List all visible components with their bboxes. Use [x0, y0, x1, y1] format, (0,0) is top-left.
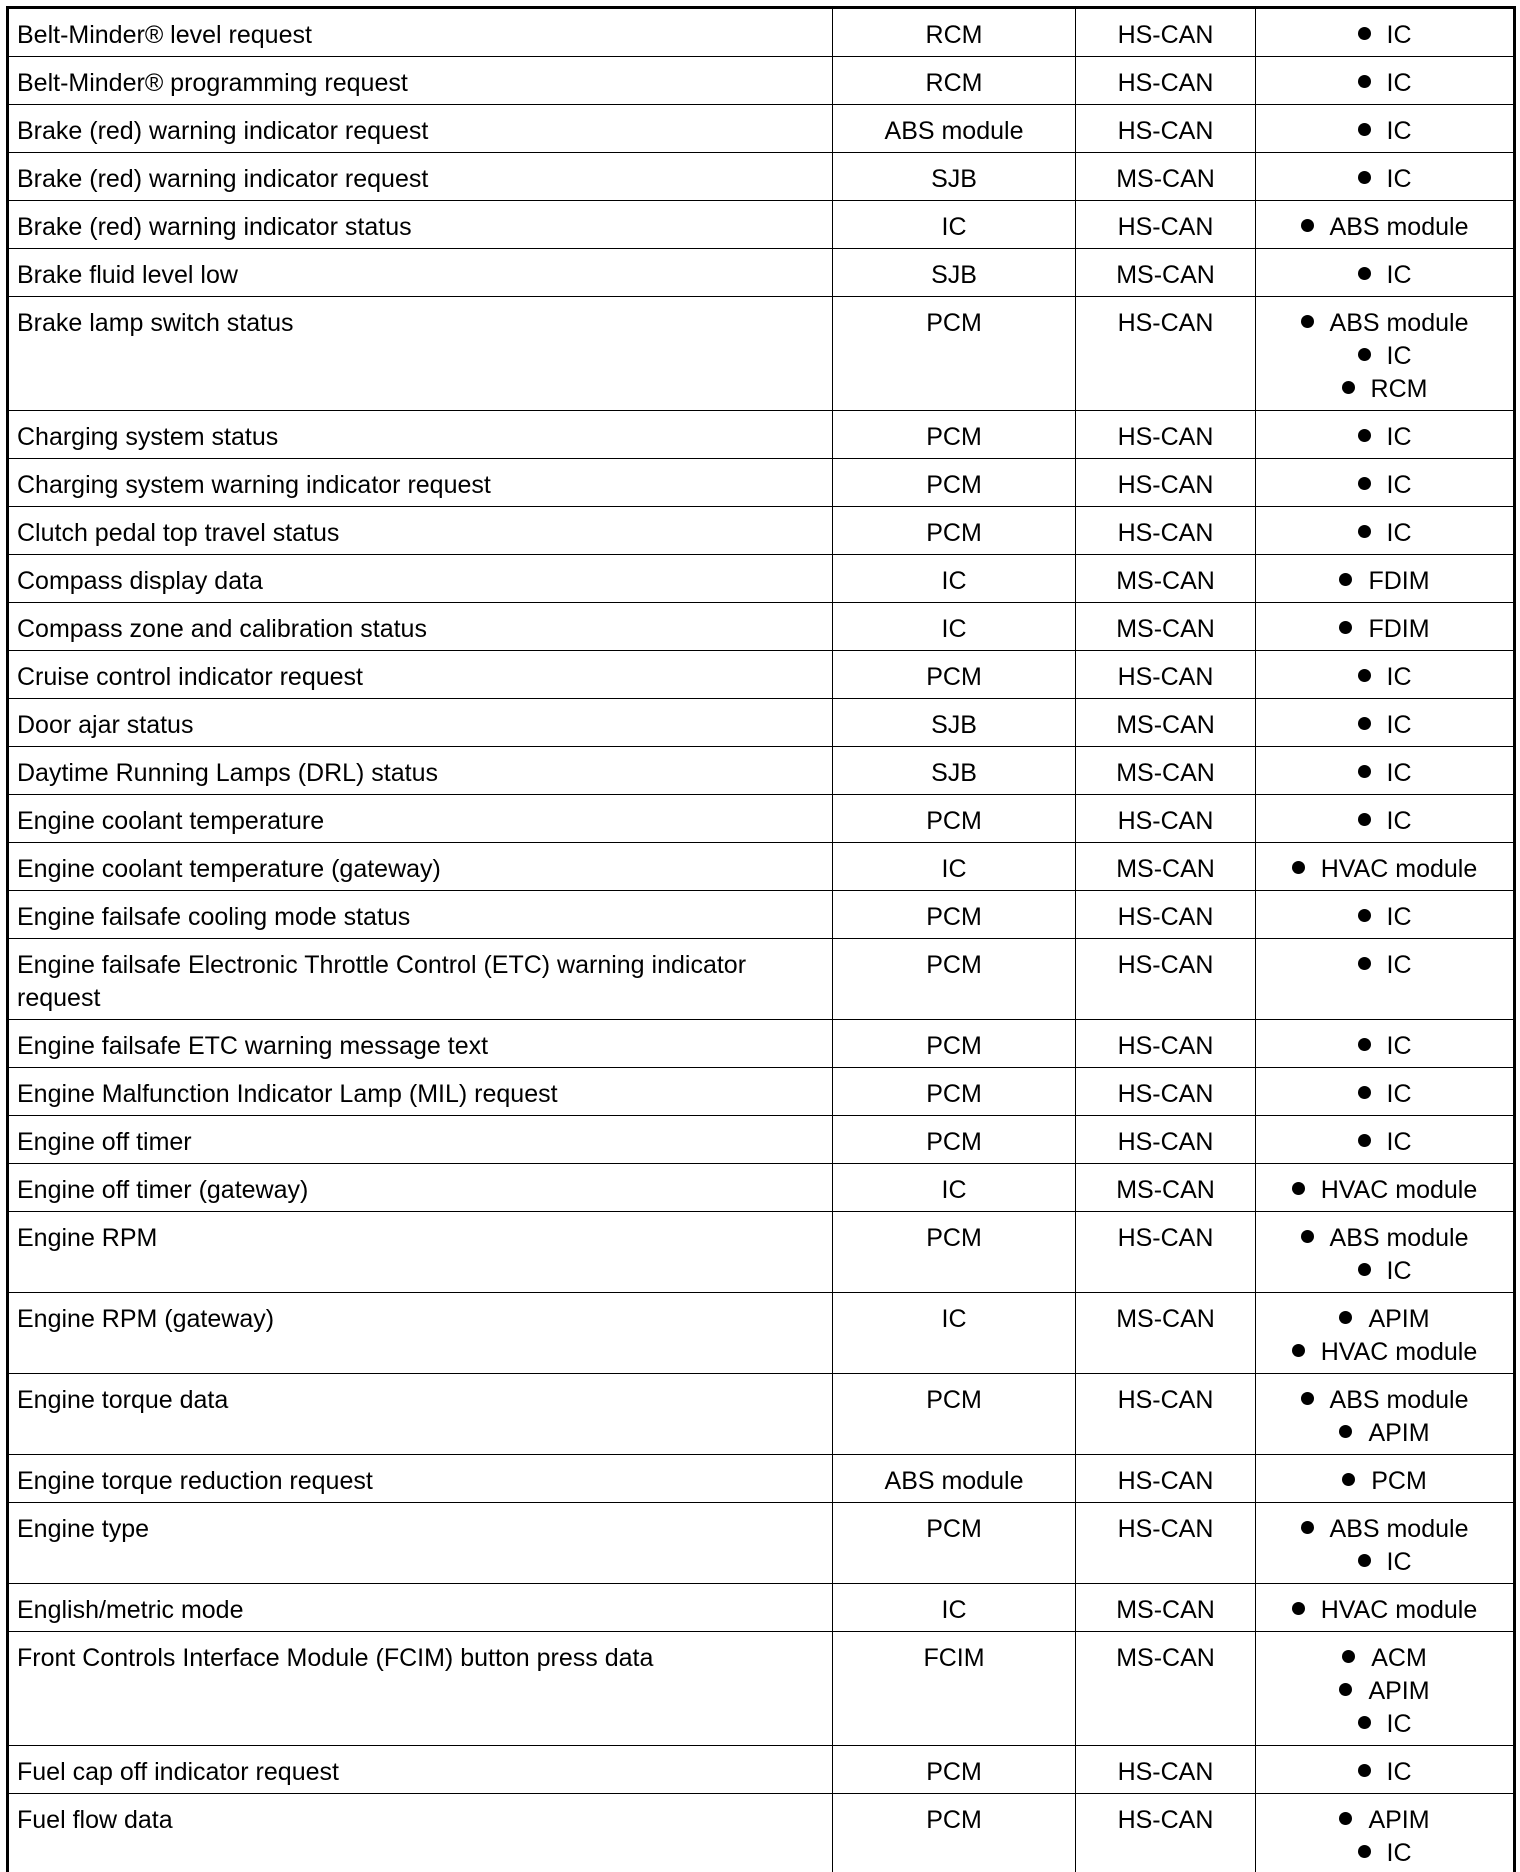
bullet-icon	[1339, 573, 1352, 586]
receiving-modules-cell	[1256, 1212, 1515, 1293]
transmitting-module-cell: RCM	[833, 57, 1076, 105]
message-cell: Charging system warning indicator request	[8, 459, 833, 507]
receiver-label: IC	[1386, 519, 1412, 547]
bullet-icon	[1358, 1845, 1371, 1858]
transmitting-module-cell: IC	[833, 1164, 1076, 1212]
receiver-item	[1264, 1255, 1505, 1288]
receiving-modules-cell	[1256, 1584, 1515, 1632]
receiver-label: IC	[1386, 1548, 1412, 1576]
table-row	[8, 891, 1515, 939]
network-cell: HS-CAN	[1076, 1020, 1256, 1068]
receiver-item	[1264, 853, 1505, 886]
receiver-label: FDIM	[1368, 615, 1430, 643]
table-row	[8, 1068, 1515, 1116]
network-cell: HS-CAN	[1076, 1746, 1256, 1794]
receiving-modules-cell	[1256, 1293, 1515, 1374]
receiver-label: IC	[1386, 165, 1412, 193]
transmitting-module-cell: RCM	[833, 8, 1076, 57]
receiver-label: APIM	[1368, 1806, 1430, 1834]
bullet-icon	[1339, 1425, 1352, 1438]
receiver-label: IC	[1386, 1128, 1412, 1156]
receiver-label: IC	[1386, 1080, 1412, 1108]
table-row	[8, 555, 1515, 603]
receiver-label: IC	[1386, 21, 1412, 49]
receiver-item	[1264, 163, 1505, 196]
bullet-icon	[1358, 267, 1371, 280]
bullet-icon	[1358, 1086, 1371, 1099]
network-cell: MS-CAN	[1076, 1164, 1256, 1212]
receiver-item	[1264, 613, 1505, 646]
receiving-modules-cell	[1256, 891, 1515, 939]
table-row	[8, 105, 1515, 153]
transmitting-module-cell: PCM	[833, 1212, 1076, 1293]
receiving-modules-cell	[1256, 1374, 1515, 1455]
receiver-label: IC	[1386, 117, 1412, 145]
network-cell: HS-CAN	[1076, 1374, 1256, 1455]
bullet-icon	[1358, 909, 1371, 922]
receiver-item	[1264, 1546, 1505, 1579]
bullet-icon	[1342, 381, 1355, 394]
receiver-item	[1264, 1465, 1505, 1498]
transmitting-module-cell: FCIM	[833, 1632, 1076, 1746]
table-row	[8, 1020, 1515, 1068]
receiver-label: HVAC module	[1320, 1596, 1478, 1624]
receiver-item	[1264, 1222, 1505, 1255]
message-cell: Brake fluid level low	[8, 249, 833, 297]
receiver-label: RCM	[1370, 375, 1428, 403]
transmitting-module-cell: IC	[833, 555, 1076, 603]
message-cell: Engine torque data	[8, 1374, 833, 1455]
bullet-icon	[1339, 1812, 1352, 1825]
receiving-modules-cell	[1256, 8, 1515, 57]
receiving-modules-cell	[1256, 747, 1515, 795]
bullet-icon	[1358, 75, 1371, 88]
message-cell: Engine RPM	[8, 1212, 833, 1293]
receiving-modules-cell	[1256, 1164, 1515, 1212]
transmitting-module-cell: PCM	[833, 795, 1076, 843]
receiver-label: HVAC module	[1320, 1176, 1478, 1204]
network-cell: MS-CAN	[1076, 747, 1256, 795]
bullet-icon	[1358, 957, 1371, 970]
receiver-item	[1264, 757, 1505, 790]
receiving-modules-cell	[1256, 411, 1515, 459]
message-cell: Fuel cap off indicator request	[8, 1746, 833, 1794]
message-cell: Front Controls Interface Module (FCIM) button press data	[8, 1632, 833, 1746]
receiver-label: HVAC module	[1320, 855, 1478, 883]
receiver-item	[1264, 1642, 1505, 1675]
bullet-icon	[1339, 1311, 1352, 1324]
transmitting-module-cell: ABS module	[833, 105, 1076, 153]
transmitting-module-cell: PCM	[833, 507, 1076, 555]
receiving-modules-cell	[1256, 555, 1515, 603]
bullet-icon	[1301, 1392, 1314, 1405]
network-cell: MS-CAN	[1076, 1632, 1256, 1746]
bullet-icon	[1292, 1344, 1305, 1357]
table-row	[8, 747, 1515, 795]
receiving-modules-cell	[1256, 1116, 1515, 1164]
bullet-icon	[1358, 525, 1371, 538]
bullet-icon	[1358, 348, 1371, 361]
receiver-label: IC	[1386, 903, 1412, 931]
transmitting-module-cell: PCM	[833, 1503, 1076, 1584]
bullet-icon	[1358, 27, 1371, 40]
message-cell: Brake (red) warning indicator request	[8, 105, 833, 153]
transmitting-module-cell: PCM	[833, 411, 1076, 459]
receiver-label: IC	[1386, 759, 1412, 787]
table-row	[8, 1374, 1515, 1455]
receiver-label: ABS module	[1329, 309, 1469, 337]
receiver-label: IC	[1386, 423, 1412, 451]
receiver-item	[1264, 259, 1505, 292]
receiver-label: HVAC module	[1320, 1338, 1478, 1366]
receiver-item	[1264, 469, 1505, 502]
receiver-label: ABS module	[1329, 213, 1469, 241]
table-row	[8, 1212, 1515, 1293]
message-cell: Engine Malfunction Indicator Lamp (MIL) request	[8, 1068, 833, 1116]
receiver-item	[1264, 709, 1505, 742]
network-cell: HS-CAN	[1076, 411, 1256, 459]
bullet-icon	[1358, 813, 1371, 826]
table-row	[8, 603, 1515, 651]
bullet-icon	[1342, 1473, 1355, 1486]
message-cell: Compass zone and calibration status	[8, 603, 833, 651]
message-cell: Belt-Minder® level request	[8, 8, 833, 57]
bullet-icon	[1339, 621, 1352, 634]
receiving-modules-cell	[1256, 795, 1515, 843]
network-cell: HS-CAN	[1076, 8, 1256, 57]
bullet-icon	[1358, 1716, 1371, 1729]
receiver-label: IC	[1386, 69, 1412, 97]
network-cell: HS-CAN	[1076, 459, 1256, 507]
network-cell: HS-CAN	[1076, 1455, 1256, 1503]
receiving-modules-cell	[1256, 1503, 1515, 1584]
bullet-icon	[1292, 861, 1305, 874]
receiver-item	[1264, 901, 1505, 934]
receiving-modules-cell	[1256, 507, 1515, 555]
receiver-label: ABS module	[1329, 1515, 1469, 1543]
receiver-item	[1264, 307, 1505, 340]
network-cell: MS-CAN	[1076, 1584, 1256, 1632]
receiver-item	[1264, 1030, 1505, 1063]
receiving-modules-cell	[1256, 459, 1515, 507]
network-cell: HS-CAN	[1076, 297, 1256, 411]
bullet-icon	[1358, 429, 1371, 442]
message-cell: Engine coolant temperature (gateway)	[8, 843, 833, 891]
transmitting-module-cell: IC	[833, 201, 1076, 249]
receiver-label: ACM	[1371, 1644, 1427, 1672]
table-row	[8, 1503, 1515, 1584]
message-cell: Charging system status	[8, 411, 833, 459]
receiver-item	[1264, 661, 1505, 694]
transmitting-module-cell: PCM	[833, 297, 1076, 411]
receiver-item	[1264, 1126, 1505, 1159]
transmitting-module-cell: PCM	[833, 651, 1076, 699]
receiving-modules-cell	[1256, 201, 1515, 249]
message-cell: Engine failsafe ETC warning message text	[8, 1020, 833, 1068]
bullet-icon	[1292, 1602, 1305, 1615]
receiver-item	[1264, 115, 1505, 148]
bullet-icon	[1358, 1764, 1371, 1777]
network-cell: HS-CAN	[1076, 651, 1256, 699]
network-cell: MS-CAN	[1076, 603, 1256, 651]
receiver-label: IC	[1386, 807, 1412, 835]
bullet-icon	[1301, 1230, 1314, 1243]
receiver-label: IC	[1386, 1257, 1412, 1285]
receiver-label: PCM	[1371, 1467, 1427, 1495]
network-cell: MS-CAN	[1076, 699, 1256, 747]
transmitting-module-cell: SJB	[833, 153, 1076, 201]
receiving-modules-cell	[1256, 249, 1515, 297]
receiver-item	[1264, 949, 1505, 982]
receiving-modules-cell	[1256, 651, 1515, 699]
bullet-icon	[1358, 669, 1371, 682]
message-cell: Belt-Minder® programming request	[8, 57, 833, 105]
message-cell: Brake (red) warning indicator status	[8, 201, 833, 249]
receiver-label: APIM	[1368, 1419, 1430, 1447]
table-row	[8, 651, 1515, 699]
table-row	[8, 843, 1515, 891]
network-cell: HS-CAN	[1076, 1794, 1256, 1872]
network-message-table	[6, 6, 1516, 1872]
receiver-label: APIM	[1368, 1677, 1430, 1705]
receiving-modules-cell	[1256, 1794, 1515, 1872]
message-cell: Brake lamp switch status	[8, 297, 833, 411]
receiving-modules-cell	[1256, 1632, 1515, 1746]
network-cell: HS-CAN	[1076, 57, 1256, 105]
bullet-icon	[1358, 171, 1371, 184]
network-cell: MS-CAN	[1076, 153, 1256, 201]
message-cell: Engine type	[8, 1503, 833, 1584]
message-cell: Engine RPM (gateway)	[8, 1293, 833, 1374]
message-cell: Door ajar status	[8, 699, 833, 747]
network-cell: MS-CAN	[1076, 843, 1256, 891]
message-cell: Engine failsafe Electronic Throttle Control (ETC) warning indicator request	[8, 939, 833, 1020]
receiver-label: IC	[1386, 1839, 1412, 1867]
network-cell: HS-CAN	[1076, 1212, 1256, 1293]
message-cell: Clutch pedal top travel status	[8, 507, 833, 555]
receiving-modules-cell	[1256, 1455, 1515, 1503]
receiver-item	[1264, 373, 1505, 406]
receiver-item	[1264, 517, 1505, 550]
message-cell: Engine failsafe cooling mode status	[8, 891, 833, 939]
network-cell: HS-CAN	[1076, 891, 1256, 939]
message-cell: Compass display data	[8, 555, 833, 603]
network-cell: HS-CAN	[1076, 1116, 1256, 1164]
bullet-icon	[1301, 1521, 1314, 1534]
receiver-label: IC	[1386, 261, 1412, 289]
network-cell: HS-CAN	[1076, 201, 1256, 249]
receiver-label: IC	[1386, 711, 1412, 739]
receiving-modules-cell	[1256, 699, 1515, 747]
table-row	[8, 201, 1515, 249]
table-row	[8, 8, 1515, 57]
bullet-icon	[1358, 717, 1371, 730]
transmitting-module-cell: IC	[833, 843, 1076, 891]
transmitting-module-cell: IC	[833, 1293, 1076, 1374]
bullet-icon	[1358, 1263, 1371, 1276]
table-row	[8, 795, 1515, 843]
bullet-icon	[1358, 1554, 1371, 1567]
network-cell: MS-CAN	[1076, 1293, 1256, 1374]
network-cell: HS-CAN	[1076, 795, 1256, 843]
table-row	[8, 1116, 1515, 1164]
table-body	[8, 8, 1515, 1872]
receiver-item	[1264, 211, 1505, 244]
receiver-item	[1264, 67, 1505, 100]
receiving-modules-cell	[1256, 843, 1515, 891]
network-cell: HS-CAN	[1076, 1503, 1256, 1584]
transmitting-module-cell: SJB	[833, 249, 1076, 297]
receiver-item	[1264, 805, 1505, 838]
receiver-label: IC	[1386, 1710, 1412, 1738]
receiving-modules-cell	[1256, 153, 1515, 201]
receiver-label: APIM	[1368, 1305, 1430, 1333]
table-row	[8, 459, 1515, 507]
transmitting-module-cell: IC	[833, 603, 1076, 651]
receiver-item	[1264, 19, 1505, 52]
receiver-label: IC	[1386, 1758, 1412, 1786]
table-row	[8, 1455, 1515, 1503]
table-row	[8, 1584, 1515, 1632]
bullet-icon	[1301, 219, 1314, 232]
transmitting-module-cell: PCM	[833, 891, 1076, 939]
table-row	[8, 1293, 1515, 1374]
message-cell: Brake (red) warning indicator request	[8, 153, 833, 201]
bullet-icon	[1358, 1038, 1371, 1051]
bullet-icon	[1358, 1134, 1371, 1147]
bullet-icon	[1292, 1182, 1305, 1195]
table-row	[8, 1746, 1515, 1794]
table-row	[8, 153, 1515, 201]
transmitting-module-cell: PCM	[833, 1794, 1076, 1872]
bullet-icon	[1342, 1650, 1355, 1663]
message-cell: Cruise control indicator request	[8, 651, 833, 699]
transmitting-module-cell: ABS module	[833, 1455, 1076, 1503]
receiving-modules-cell	[1256, 1746, 1515, 1794]
receiver-item	[1264, 1513, 1505, 1546]
transmitting-module-cell: IC	[833, 1584, 1076, 1632]
network-cell: HS-CAN	[1076, 1068, 1256, 1116]
receiver-label: IC	[1386, 1032, 1412, 1060]
table-row	[8, 297, 1515, 411]
network-cell: HS-CAN	[1076, 507, 1256, 555]
receiving-modules-cell	[1256, 939, 1515, 1020]
bullet-icon	[1358, 477, 1371, 490]
receiver-item	[1264, 1384, 1505, 1417]
receiver-label: IC	[1386, 663, 1412, 691]
receiver-label: IC	[1386, 342, 1412, 370]
receiver-label: ABS module	[1329, 1386, 1469, 1414]
transmitting-module-cell: PCM	[833, 1374, 1076, 1455]
transmitting-module-cell: PCM	[833, 1068, 1076, 1116]
receiver-item	[1264, 1303, 1505, 1336]
transmitting-module-cell: PCM	[833, 939, 1076, 1020]
bullet-icon	[1301, 315, 1314, 328]
receiver-item	[1264, 1417, 1505, 1450]
table-row	[8, 1164, 1515, 1212]
receiver-item	[1264, 1675, 1505, 1708]
table-row	[8, 939, 1515, 1020]
transmitting-module-cell: SJB	[833, 747, 1076, 795]
receiver-label: FDIM	[1368, 567, 1430, 595]
transmitting-module-cell: PCM	[833, 1746, 1076, 1794]
table-row	[8, 1632, 1515, 1746]
table-row	[8, 249, 1515, 297]
message-cell: Engine off timer	[8, 1116, 833, 1164]
receiver-item	[1264, 1594, 1505, 1627]
receiving-modules-cell	[1256, 603, 1515, 651]
message-cell: Engine torque reduction request	[8, 1455, 833, 1503]
table-row	[8, 57, 1515, 105]
network-cell: MS-CAN	[1076, 249, 1256, 297]
table-row	[8, 507, 1515, 555]
bullet-icon	[1358, 123, 1371, 136]
message-cell: Daytime Running Lamps (DRL) status	[8, 747, 833, 795]
table-row	[8, 699, 1515, 747]
receiver-item	[1264, 565, 1505, 598]
receiving-modules-cell	[1256, 297, 1515, 411]
receiver-item	[1264, 1756, 1505, 1789]
network-cell: HS-CAN	[1076, 939, 1256, 1020]
message-cell: Engine off timer (gateway)	[8, 1164, 833, 1212]
receiver-item	[1264, 1837, 1505, 1870]
transmitting-module-cell: PCM	[833, 1020, 1076, 1068]
bullet-icon	[1358, 765, 1371, 778]
receiver-item	[1264, 1804, 1505, 1837]
receiver-item	[1264, 1078, 1505, 1111]
message-cell: Fuel flow data	[8, 1794, 833, 1872]
receiver-item	[1264, 1708, 1505, 1741]
receiver-label: ABS module	[1329, 1224, 1469, 1252]
receiving-modules-cell	[1256, 57, 1515, 105]
receiving-modules-cell	[1256, 1020, 1515, 1068]
receiver-label: IC	[1386, 951, 1412, 979]
message-cell: English/metric mode	[8, 1584, 833, 1632]
transmitting-module-cell: PCM	[833, 459, 1076, 507]
receiving-modules-cell	[1256, 105, 1515, 153]
transmitting-module-cell: PCM	[833, 1116, 1076, 1164]
table-row	[8, 1794, 1515, 1872]
transmitting-module-cell: SJB	[833, 699, 1076, 747]
receiving-modules-cell	[1256, 1068, 1515, 1116]
receiver-item	[1264, 421, 1505, 454]
table-row	[8, 411, 1515, 459]
network-cell: MS-CAN	[1076, 555, 1256, 603]
receiver-label: IC	[1386, 471, 1412, 499]
message-cell: Engine coolant temperature	[8, 795, 833, 843]
receiver-item	[1264, 1336, 1505, 1369]
bullet-icon	[1339, 1683, 1352, 1696]
receiver-item	[1264, 1174, 1505, 1207]
network-cell: HS-CAN	[1076, 105, 1256, 153]
receiver-item	[1264, 340, 1505, 373]
